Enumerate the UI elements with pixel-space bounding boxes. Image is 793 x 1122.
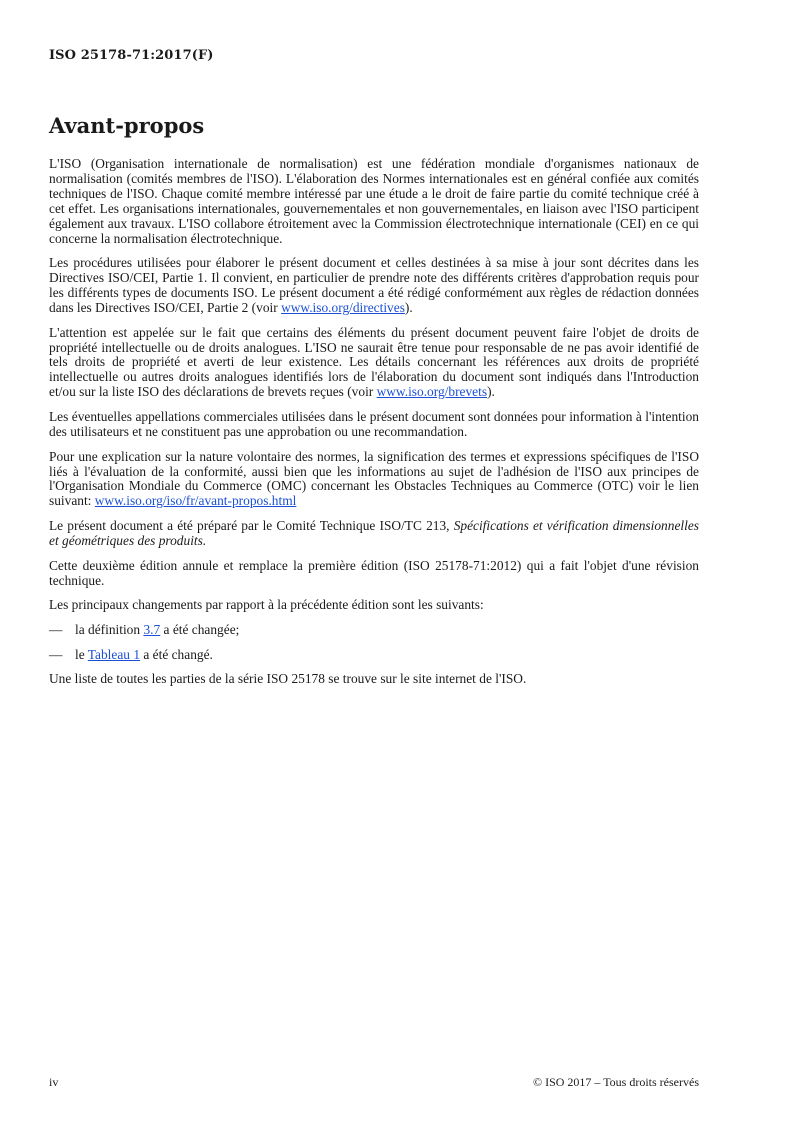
dash-bullet: — xyxy=(49,646,63,662)
change-item-text xyxy=(75,648,213,663)
paragraph-edition: Cette deuxième édition annule et remplace la première édition (ISO 25178-71:2012) qui a fait l'objet d'une révision technique. xyxy=(49,557,699,588)
change-item-definition xyxy=(49,623,699,638)
voluntary-text: Pour une explication sur la nature volontaire des normes, la signification des termes et expressions spécifiques de l'ISO liés à l'évaluation de la conformité, aussi bien que les informations au sujet de l'adhésion de l'ISO aux principes de l'Organisation Mondiale du Commerce (OMC) concernant les Obstacles Techniques au Commerce (OTC) voir le lien suivant: xyxy=(49,448,699,509)
change-item-post: a été changée; xyxy=(160,621,240,637)
copyright-notice: © ISO 2017 – Tous droits réservés xyxy=(532,1075,699,1089)
paragraph-voluntary-nature xyxy=(49,450,699,510)
document-id: ISO 25178-71:2017(F) xyxy=(49,48,214,63)
change-item-table xyxy=(49,648,699,663)
page-number: iv xyxy=(49,1075,59,1089)
change-item-pre: le xyxy=(75,646,88,662)
paragraph-procedures xyxy=(49,256,699,316)
definition-3-7-link[interactable]: 3.7 xyxy=(143,621,161,637)
patents-text: L'attention est appelée sur le fait que certains des éléments du présent document peuvent faire l'objet de droits de propriété intellectuelle ou de droits analogues. L'ISO ne saurait être tenue pour responsable de ne pas avoir identifié de tels droits de propriété et averti de leur existence. Les détails concernant les références aux droits de propriété intellectuelle ou autres droits analogues identifiés lors de l'élaboration du document sont indiqués dans l'Introduction et/ou sur la liste ISO des déclarations de brevets reçues (voir xyxy=(49,324,699,400)
dash-bullet: — xyxy=(49,621,63,637)
paragraph-series-list: Une liste de toutes les parties de la série ISO 25178 se trouve sur le site internet de l'ISO. xyxy=(49,671,527,687)
change-item-post: a été changé. xyxy=(140,646,213,662)
foreword-body xyxy=(49,157,699,697)
paragraph-iso-intro: L'ISO (Organisation internationale de normalisation) est une fédération mondiale d'organismes nationaux de normalisation (comités membres de l'ISO). L'élaboration des Normes internationales est en général confiée aux comités techniques de l'ISO. Chaque comité membre intéressé par une étude a le droit de faire partie du comité technique créé à cet effet. Les organisations internationales, gouvernementales et non gouvernementales, en liaison avec l'ISO participent également aux travaux. L'ISO collabore étroitement avec la Commission électrotechnique internationale (CEI) en ce qui concerne la normalisation électrotechnique. xyxy=(49,156,699,246)
committee-text: Le présent document a été préparé par le Comité Technique ISO/TC 213, xyxy=(49,518,454,534)
patents-end: ). xyxy=(487,384,495,400)
patents-link[interactable]: www.iso.org/brevets xyxy=(376,384,488,400)
procedures-text: Les procédures utilisées pour élaborer le présent document et celles destinées à sa mise à jour sont décrites dans les Directives ISO/CEI, Partie 1. Il convient, en particulier de prendre note des différents critères d'approbation requis pour les différents types de documents ISO. Le présent document a été rédigé conformément aux règles de rédaction données dans les Directives ISO/CEI, Partie 2 (voir xyxy=(49,255,699,315)
paragraph-trade-names: Les éventuelles appellations commerciales utilisées dans le présent document sont données pour information à l'intention des utilisateurs et ne constituent pas une approbation ou une recommandation. xyxy=(49,408,699,439)
committee-title: Spécifications et vérification dimensionnelles et géométriques des produits. xyxy=(49,518,699,548)
table-1-link[interactable]: Tableau 1 xyxy=(87,646,141,662)
change-item-pre: la définition xyxy=(75,621,144,637)
paragraph-committee xyxy=(49,519,699,549)
paragraph-changes-intro: Les principaux changements par rapport à la précédente édition sont les suivants: xyxy=(49,597,484,613)
foreword-link[interactable]: www.iso.org/iso/fr/avant-propos.html xyxy=(94,493,297,509)
change-item-text xyxy=(75,623,239,638)
paragraph-patents xyxy=(49,326,699,401)
page-title: Avant-propos xyxy=(49,113,205,138)
directives-link[interactable]: www.iso.org/directives xyxy=(281,299,405,315)
procedures-end: ). xyxy=(404,299,413,315)
